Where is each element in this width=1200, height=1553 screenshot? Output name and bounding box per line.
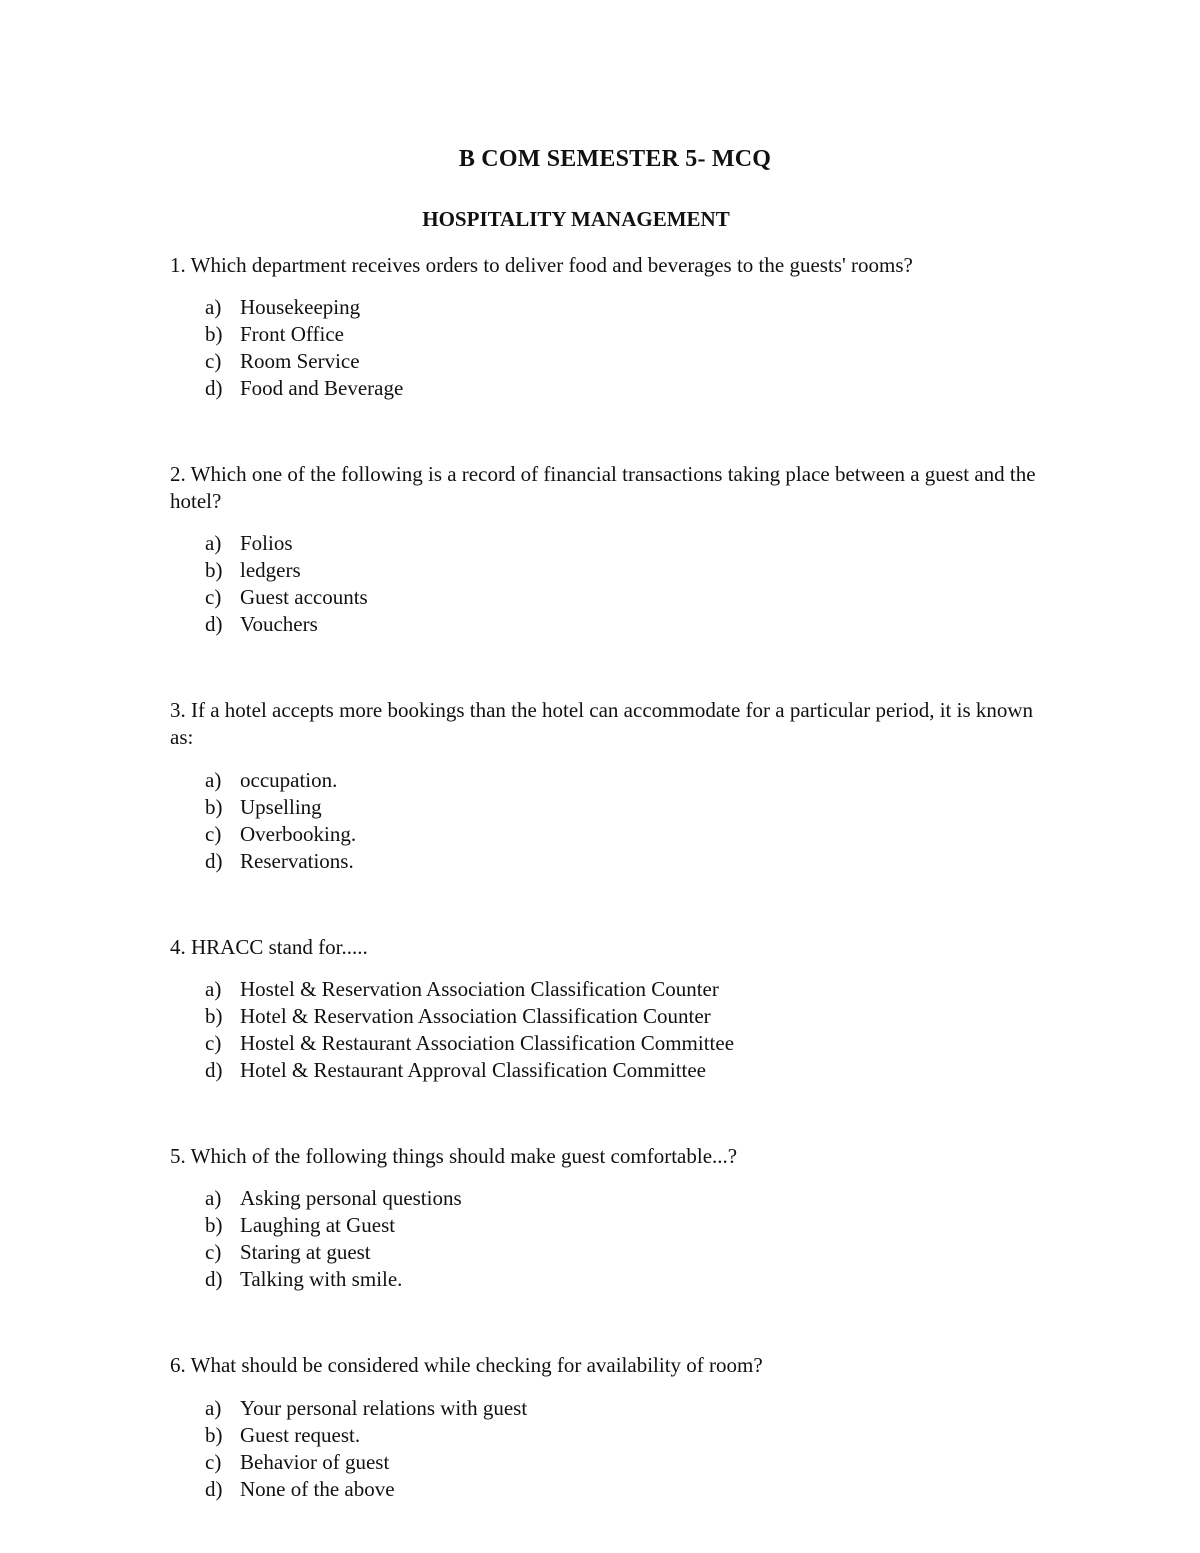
option-text: Reservations. [240,849,354,874]
option-text: Staring at guest [240,1240,371,1265]
option-letter: c) [205,1450,222,1475]
option-letter: b) [205,1213,223,1238]
option-letter: b) [205,558,223,583]
option-letter: b) [205,1004,223,1029]
option-text: Overbooking. [240,822,357,847]
option-item [205,375,403,402]
option-letter: d) [205,1477,223,1502]
option-item [205,1212,462,1239]
option-text: Asking personal questions [240,1186,462,1210]
option-item [205,611,368,638]
option-item [205,348,403,375]
option-letter: d) [205,612,223,637]
option-item [205,321,403,348]
option-item [205,794,356,821]
option-text: Hotel & Reservation Association Classification Counter [240,1004,711,1029]
option-item [205,1003,734,1030]
option-letter: d) [205,376,223,401]
question-text: 3. If a hotel accepts more bookings than the hotel can accommodate for a particular period, it is known as: [170,698,1034,749]
option-letter: c) [205,822,222,847]
option-letter: b) [205,1423,223,1448]
option-letter: c) [205,585,222,610]
option-item [205,767,356,794]
option-text: Vouchers [240,612,318,637]
document-title: B COM SEMESTER 5- MCQ [458,146,772,172]
option-item [205,1449,527,1476]
option-item [205,557,368,584]
option-letter: a) [205,1396,222,1420]
option-text: Laughing at Guest [240,1213,396,1238]
option-letter: a) [205,977,222,1001]
question-text: 5. Which of the following things should make guest comfortable...? [170,1144,738,1168]
option-text: Your personal relations with guest [240,1396,528,1420]
question-text: 1. Which department receives orders to deliver food and beverages to the guests' rooms? [170,253,913,277]
option-letter: c) [205,1031,222,1056]
option-letter: a) [205,531,222,555]
option-list [205,530,368,638]
option-text: Hotel & Restaurant Approval Classification Committee [240,1058,706,1083]
option-list [205,976,734,1084]
option-letter: d) [205,1058,223,1083]
option-text: Talking with smile. [240,1267,403,1292]
option-text: Guest request. [240,1423,361,1448]
question-text: 2. Which one of the following is a record of financial transactions taking place between a guest and the hotel? [170,462,1036,513]
option-letter: a) [205,768,222,792]
option-text: Guest accounts [240,585,368,610]
option-item [205,1476,527,1503]
option-text: Hostel & Reservation Association Classification Counter [240,977,719,1001]
option-letter: b) [205,322,223,347]
option-letter: a) [205,1186,222,1210]
question-text: 4. HRACC stand for..... [170,935,368,959]
option-list [205,767,356,875]
option-item [205,848,356,875]
option-list [205,1395,527,1503]
document-subtitle [0,207,1150,232]
option-letter: d) [205,849,223,874]
option-text: Room Service [240,349,360,374]
document-subtitle-text: HOSPITALITY MANAGEMENT [422,207,730,231]
question-text: 6. What should be considered while checking for availability of room? [170,1353,763,1377]
option-item [205,294,403,321]
option-item [205,1030,734,1057]
option-list [205,294,403,402]
option-text: Housekeeping [240,295,361,319]
option-text: None of the above [240,1477,395,1502]
option-item [205,976,734,1003]
option-item [205,530,368,557]
option-item [205,1057,734,1084]
option-text: Food and Beverage [240,376,404,401]
option-item [205,1395,527,1422]
option-item [205,584,368,611]
option-text: Upselling [240,795,322,820]
option-item [205,1185,462,1212]
option-item [205,1422,527,1449]
option-letter: b) [205,795,223,820]
option-text: Hostel & Restaurant Association Classification Committee [240,1031,735,1056]
option-text: Behavior of guest [240,1450,390,1475]
option-item [205,1266,462,1293]
option-item [205,821,356,848]
option-letter: c) [205,1240,222,1265]
option-text: Front Office [240,322,345,347]
option-letter: a) [205,295,222,319]
option-letter: c) [205,349,222,374]
option-list [205,1185,462,1293]
option-text: occupation. [240,768,338,792]
option-text: Folios [240,531,293,555]
option-text: ledgers [240,558,301,583]
option-item [205,1239,462,1266]
option-letter: d) [205,1267,223,1292]
